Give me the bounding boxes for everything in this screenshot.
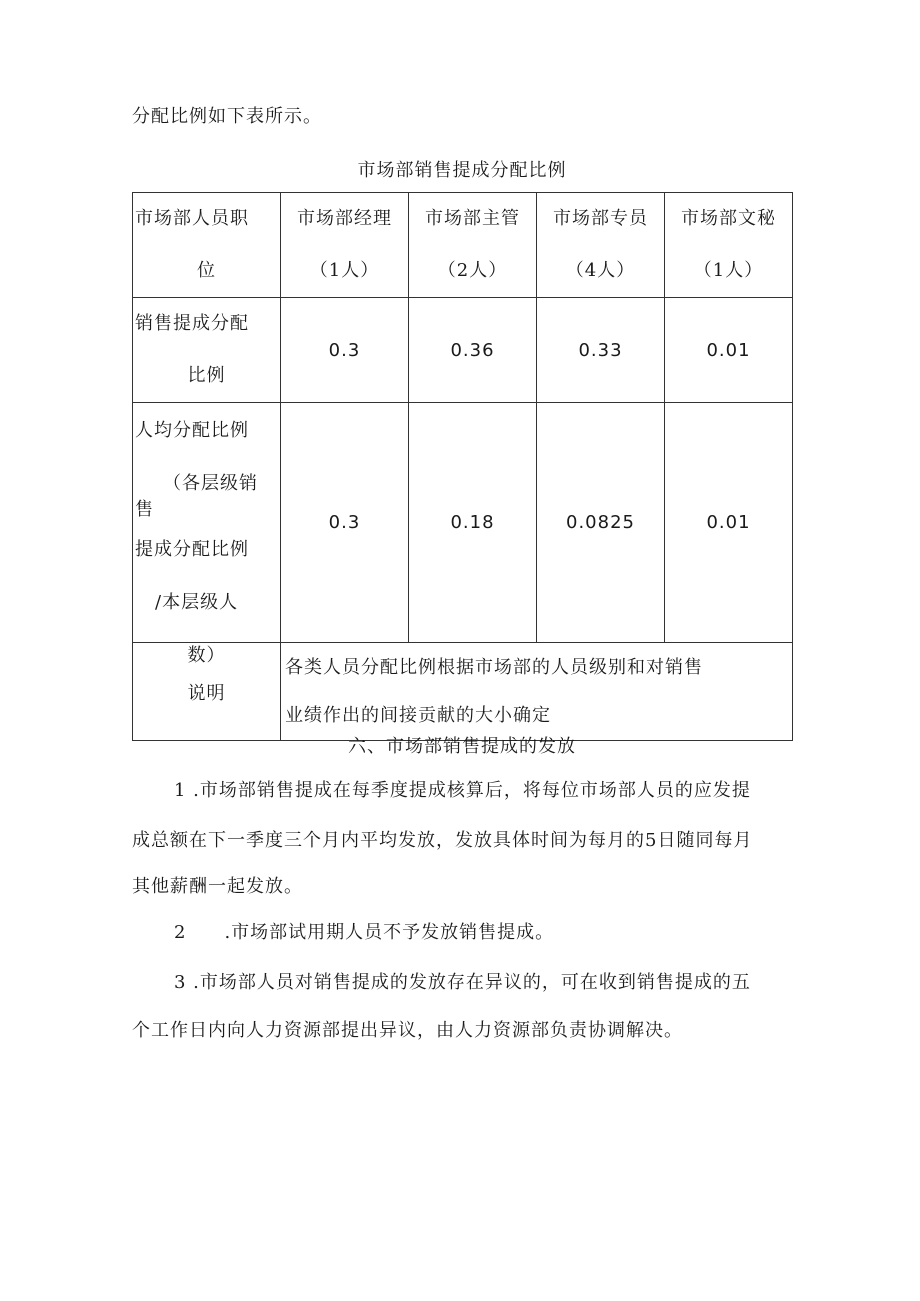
table-note-row xyxy=(133,643,793,741)
col-name: 市场部文秘 xyxy=(681,208,776,229)
row2-label-line-5: /本层级人 xyxy=(155,591,239,613)
col-name: 市场部主管 xyxy=(425,208,520,229)
row1-value-secretary: 0.01 xyxy=(665,298,793,403)
note-content xyxy=(281,643,793,741)
row1-value-manager: 0.3 xyxy=(281,298,409,403)
item-3-line-1: 3 .市场部人员对销售提成的发放存在异议的，可在收到销售提成的五 xyxy=(174,972,751,993)
row2-label-clip xyxy=(133,404,280,666)
row1-label-line-1: 销售提成分配 xyxy=(135,313,249,334)
col-name: 市场部经理 xyxy=(297,208,392,229)
table-row xyxy=(133,403,793,643)
table-header-row xyxy=(133,193,793,298)
table-title: 市场部销售提成分配比例 xyxy=(357,160,567,181)
row2-value-specialist: 0.0825 xyxy=(537,403,665,643)
col-count: （4人） xyxy=(565,260,636,281)
header-label-line-1: 市场部人员职 xyxy=(135,208,249,229)
row2-value-manager: 0.3 xyxy=(281,403,409,643)
note-line-2: 业绩作出的间接贡献的大小确定 xyxy=(285,704,551,726)
row2-label xyxy=(133,403,281,666)
row2-label-line-3: 售 xyxy=(135,498,154,520)
commission-table xyxy=(132,192,793,741)
intro-text: 分配比例如下表所示。 xyxy=(132,106,322,127)
row1-value-specialist: 0.33 xyxy=(537,298,665,403)
col-name: 市场部专员 xyxy=(553,208,648,229)
row2-value-supervisor: 0.18 xyxy=(409,403,537,643)
header-col-manager xyxy=(281,193,409,298)
section-title: 六、市场部销售提成的发放 xyxy=(348,736,576,757)
row1-label xyxy=(133,298,281,403)
header-col-supervisor xyxy=(409,193,537,298)
row2-label-line-6: 数） xyxy=(187,644,226,666)
header-col-secretary xyxy=(665,193,793,298)
header-row-label xyxy=(133,193,281,298)
row1-label-line-2: 比例 xyxy=(187,365,226,386)
row2-label-line-1: 人均分配比例 xyxy=(135,419,249,441)
header-col-specialist xyxy=(537,193,665,298)
row1-value-supervisor: 0.36 xyxy=(409,298,537,403)
item-1-line-2: 成总额在下一季度三个月内平均发放，发放具体时间为每月的5日随同每月 xyxy=(132,830,753,851)
item-1-line-1: 1 .市场部销售提成在每季度提成核算后，将每位市场部人员的应发提 xyxy=(174,780,751,801)
header-label-line-2: 位 xyxy=(197,260,216,281)
row2-label-line-4: 提成分配比例 xyxy=(135,538,249,560)
col-count: （1人） xyxy=(309,260,380,281)
col-count: （1人） xyxy=(693,260,764,281)
row2-value-secretary: 0.01 xyxy=(665,403,793,643)
note-label: 说明 xyxy=(133,643,281,741)
item-1-line-3: 其他薪酬一起发放。 xyxy=(132,876,303,897)
table-row xyxy=(133,298,793,403)
note-line-1: 各类人员分配比例根据市场部的人员级别和对销售 xyxy=(285,656,703,678)
row2-label-line-2: （各层级销 xyxy=(163,472,258,494)
item-2-line-1: 2 .市场部试用期人员不予发放销售提成。 xyxy=(174,922,555,943)
col-count: （2人） xyxy=(437,260,508,281)
item-3-line-2: 个工作日内向人力资源部提出异议，由人力资源部负责协调解决。 xyxy=(132,1020,683,1041)
